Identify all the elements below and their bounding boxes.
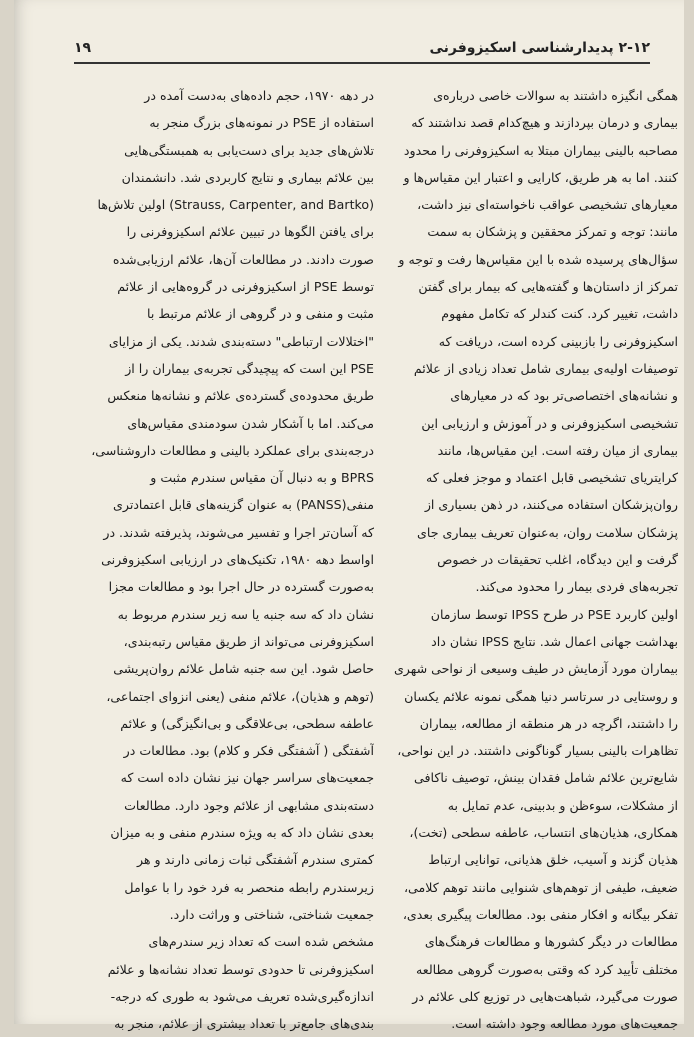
- text-line: اسکیزوفرنی تا حدودی توسط تعداد نشانه‌ها و علائم: [107, 961, 374, 977]
- text-line: درجه‌بندی برای عملکرد بالینی و مطالعات داروشناسی،: [91, 442, 374, 458]
- text-line: تفکر بیگانه و افکار منفی بود. مطالعات پیگیری بعدی،: [402, 906, 678, 922]
- text-line: بیماران مورد آزمایش در طیف وسیعی از نواحی شهری: [393, 661, 678, 677]
- text-line: بندی‌های جامع‌تر با تعداد بیشتری از علائم، منجر به: [114, 1016, 374, 1032]
- header-rule: [74, 62, 650, 64]
- text-line: استفاده از PSE در نمونه‌های بزرگ منجر به: [149, 115, 374, 131]
- text-line: بین علائم بیماری و نتایج کاربردی شد. دانشمندان: [121, 169, 374, 185]
- text-line: توسط PSE از اسکیزوفرنی در گروه‌هایی از علائم: [117, 279, 374, 295]
- text-line: بیماری و درمان بپردازند و هیچ‌کدام قصد نداشتند که: [411, 115, 678, 131]
- text-line: مصاحبه بالینی بیماران مبتلا به اسکیزوفرنی را محدود: [403, 142, 678, 158]
- text-line: اسکیزوفرنی را بازبینی کرده است، دریافت که: [438, 333, 678, 349]
- text-line: بعدی نشان داد که به ویژه سندرم منفی و به میزان: [110, 825, 374, 841]
- text-line: مثبت و منفی و در گروهی از علائم مرتبط با: [147, 306, 374, 322]
- text-line: مختلف تأیید کرد که وقتی به‌صورت گروهی مطالعه: [416, 961, 678, 977]
- text-line: نشان داد که سه جنبه یا سه زیر سندرم مربوط به: [117, 606, 374, 622]
- book-page: [14, 0, 684, 1032]
- text-line: تمرکز از داستان‌ها و گفته‌هایی که بیمار برای گفتن: [418, 279, 678, 295]
- text-line: BPRS و به دنبال آن مقیاس سندرم مثبت و: [150, 470, 374, 486]
- text-line: تلاش‌های جدید برای دست‌یابی به همبستگی‌هایی: [124, 142, 374, 158]
- text-line: صورت دادند. در مطالعات آن‌ها، علائم ارزیابی‌شده: [112, 251, 374, 267]
- text-line: تجربه‌های فردی بیمار را محدود می‌کند.: [475, 579, 678, 595]
- text-line: کرایتریای تشخیصی قابل اعتماد و موجز فعلی که: [425, 470, 678, 486]
- text-line: بیماری از میان رفته است. این مقیاس‌ها، مانند: [437, 442, 678, 458]
- text-line: جمعیت شناختی، شناختی و وراثت دارد.: [169, 906, 374, 922]
- text-line: مطالعات در دیگر کشورها و مطالعات فرهنگ‌های: [424, 934, 678, 950]
- text-line: پزشکان سلامت روان، به‌عنوان تعریف بیماری جای: [417, 524, 678, 540]
- text-line: اولین کاربرد PSE در طرح IPSS توسط سازمان: [430, 606, 678, 622]
- text-line: شایع‌ترین علائم شامل فقدان بینش، توصیف ناکافی: [414, 770, 678, 786]
- text-line: و نشانه‌های اختصاصی‌تر بود که در معیارهای: [450, 388, 678, 404]
- text-line: طریق محدوده‌ی گسترده‌ی علائم و نشانه‌ها منعکس: [107, 388, 374, 404]
- text-line: اسکیزوفرنی می‌تواند از طریق مقیاس رتبه‌بندی،: [123, 633, 374, 649]
- text-line: منفی(PANSS) به عنوان گزینه‌های قابل اعتمادتری: [113, 497, 374, 513]
- text-line: همکاری، هذیان‌های انتساب، عاطفه سطحی (تخت)،: [409, 825, 678, 841]
- text-line: داشت، تغییر کرد. کنت کندلر که تکامل مفهوم: [441, 306, 678, 322]
- text-line: دسته‌بندی مشابهی از علائم وجود دارد. مطالعات: [124, 797, 374, 813]
- text-line: را داشتند، اگرچه در هر منطقه از مطالعه، بیماران: [419, 715, 678, 731]
- text-line: هذیان گزند و آسیب، خلق هذیانی، توانایی ارتباط: [428, 852, 678, 868]
- text-line: روان‌پزشکان استفاده می‌کنند، در ذهن بسیاری از: [424, 497, 678, 513]
- text-line: به‌صورت گسترده در حال اجرا بود و مطالعات مجزا: [108, 579, 374, 595]
- text-line: که آسان‌تر اجرا و تفسیر می‌شوند، پذیرفته شدند. در: [103, 524, 374, 540]
- text-line: عاطفه سطحی، بی‌علاقگی و بی‌انگیزگی) و علائم: [120, 715, 374, 731]
- text-line: تشخیصی اسکیزوفرنی و در آموزش و ارزیابی این: [421, 415, 678, 431]
- text-line: جمعیت‌های سراسر جهان نیز نشان داده است که: [120, 770, 374, 786]
- text-line: تظاهرات بالینی بسیار گوناگونی داشتند. در این نواحی،: [397, 743, 678, 759]
- text-line: مانند: توجه و تمرکز محققین و پزشکان به سمت: [427, 224, 678, 240]
- text-line: در دهه ۱۹۷۰، حجم داده‌های به‌دست آمده در: [144, 88, 374, 103]
- page-header: [74, 36, 650, 60]
- text-line: کنند. اما به هر طریق، کارایی و اعتبار این مقیاس‌ها و: [403, 169, 678, 185]
- page-number: ۱۹: [74, 40, 92, 56]
- text-line: کمتری سندرم آشفتگی ثبات زمانی دارند و هر: [136, 852, 374, 868]
- text-line: از مشکلات، سوءظن و بدبینی، عدم تمایل به: [447, 797, 678, 813]
- text-line: PSE این است که پیچیدگی تجربه‌ی بیماران را از: [125, 360, 374, 376]
- right-text-column: [388, 82, 678, 1037]
- text-line: زیرسندرم رابطه منحصر به فرد خود را با عوامل: [124, 879, 374, 895]
- text-line: (توهم و هذیان)، علائم منفی (یعنی انزوای اجتماعی،: [106, 688, 374, 704]
- text-line: اواسط دهه ۱۹۸۰، تکنیک‌های در ارزیابی اسکیزوفرنی: [101, 552, 374, 568]
- text-line: سؤال‌های پرسیده شده با این مقیاس‌ها رفت و توجه و: [398, 251, 678, 267]
- text-line: گرفت و این دیدگاه، اغلب تحقیقات در خصوص: [437, 552, 678, 568]
- text-line: توصیفات اولیه‌ی بیماری شامل تعداد زیادی از علائم: [413, 360, 678, 376]
- text-line: بهداشت جهانی اعمال شد. نتایج IPSS نشان داد: [431, 633, 678, 649]
- text-line: و روستایی در سرتاسر دنیا همگی نمونه علائم یکسان: [404, 688, 678, 704]
- text-line: اندازه‌گیری‌شده تعریف می‌شود به طوری که درجه-: [110, 988, 374, 1004]
- text-line: آشفتگی ( آشفتگی فکر و کلام) بود. مطالعات در: [123, 743, 374, 759]
- text-line: ضعیف، طیفی از توهم‌های شنوایی مانند توهم کلامی،: [403, 879, 678, 895]
- text-line: می‌کند. اما با آشکار شدن سودمندی مقیاس‌های: [127, 415, 374, 431]
- left-text-column: [84, 82, 374, 1037]
- text-line: (Strauss, Carpenter, and Bartko) اولین تلاش‌ها: [97, 197, 374, 213]
- text-line: حاصل شود. این سه جنبه شامل علائم روان‌پریشی: [113, 661, 374, 677]
- text-line: "اختلالات ارتباطی" دسته‌بندی شدند. یکی از مزایای: [108, 333, 374, 349]
- text-line: مشخص شده است که تعداد زیر سندرم‌های: [148, 934, 374, 950]
- text-line: برای یافتن الگوها در تبیین علائم اسکیزوفرنی را: [126, 224, 374, 240]
- running-title: ۲-۱۲ پدیدارشناسی اسکیزوفرنی: [429, 40, 650, 56]
- text-line: صورت می‌گیرد، شباهت‌هایی در توزیع کلی علائم در: [412, 988, 678, 1004]
- text-line: معیارهای تشخیصی عواقب ناخواسته‌ای نیز داشت،: [417, 197, 678, 213]
- text-line: جمعیت‌های مورد مطالعه وجود داشته است.: [451, 1016, 678, 1032]
- text-line: همگی انگیزه داشتند به سوالات خاصی درباره‌ی: [433, 88, 678, 103]
